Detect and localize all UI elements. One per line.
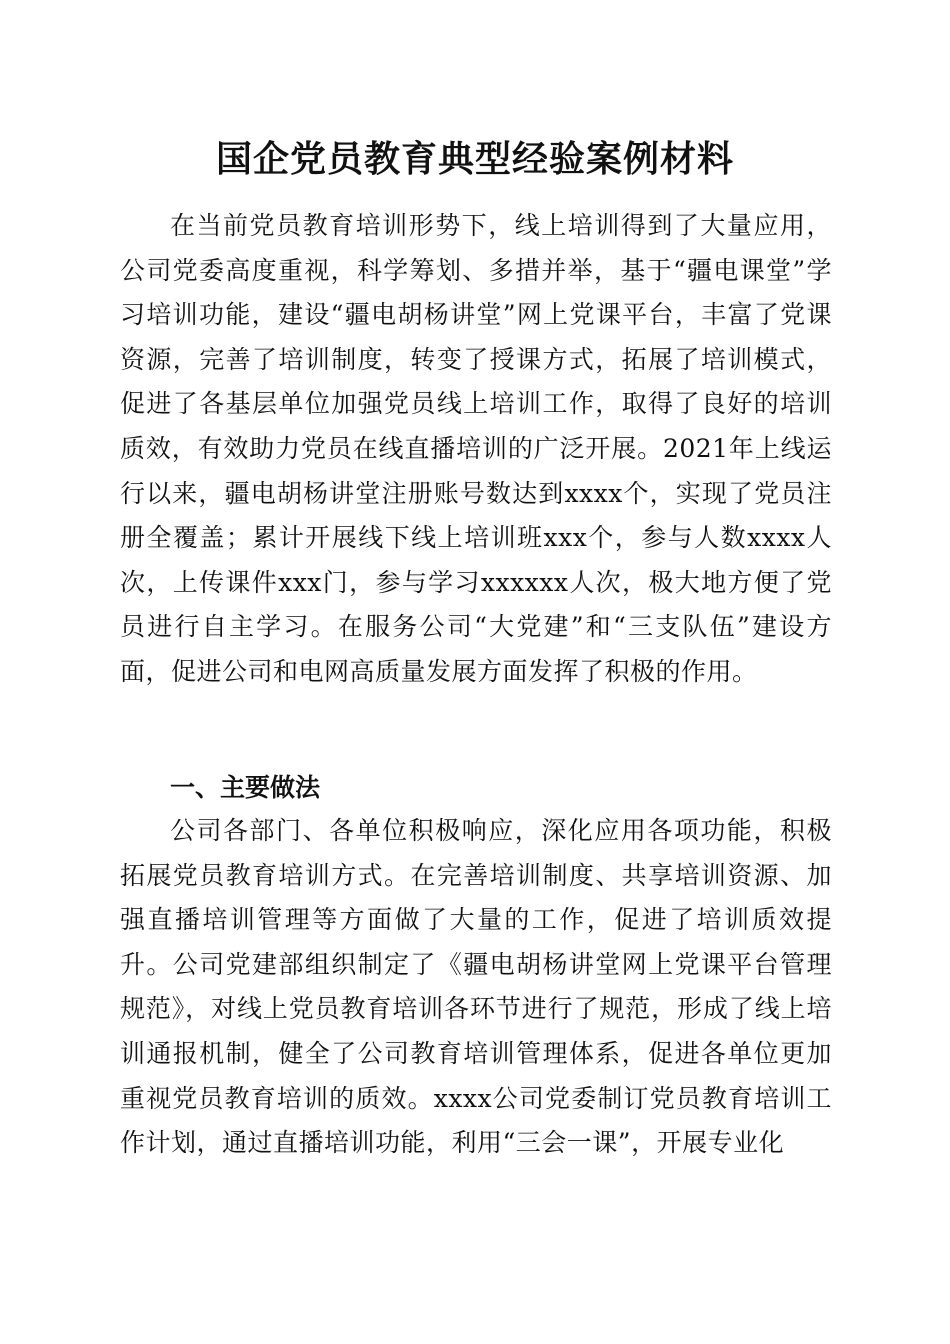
- section-heading-main-practices: 一、主要做法: [170, 773, 321, 802]
- section-paragraph-main-practices: 公司各部门、各单位积极响应，深化应用各项功能，积极拓展党员教育培训方式。在完善培训制度、共享培训资源、加强直播培训管理等方面做了大量的工作，促进了培训质效提升。公司党建部组织制定了《疆电胡杨讲堂网上党课平台管理规范》，对线上党员教育培训各环节进行了规范，形成了线上培训通报机制，健全了公司教育培训管理体系，促进各单位更加重视党员教育培训的质效。xxxx公司党委制订党员教育培训工作计划，通过直播培训功能，利用“三会一课”，开展专业化: [120, 816, 832, 1158]
- document-title: 国企党员教育典型经验案例材料: [215, 138, 734, 180]
- intro-paragraph: 在当前党员教育培训形势下，线上培训得到了大量应用，公司党委高度重视，科学筹划、多措并举，基于“疆电课堂”学习培训功能，建设“疆电胡杨讲堂”网上党课平台，丰富了党课资源，完善了培训制度，转变了授课方式，拓展了培训模式，促进了各基层单位加强党员线上培训工作，取得了良好的培训质效，有效助力党员在线直播培训的广泛开展。2021年上线运行以来，疆电胡杨讲堂注册账号数达到xxxx个，实现了党员注册全覆盖；累计开展线下线上培训班xxx个，参与人数xxxx人次，上传课件xxx门，参与学习xxxxxx人次，极大地方便了党员进行自主学习。在服务公司“大党建”和“三支队伍”建设方面，促进公司和电网高质量发展方面发挥了积极的作用。: [120, 211, 832, 686]
